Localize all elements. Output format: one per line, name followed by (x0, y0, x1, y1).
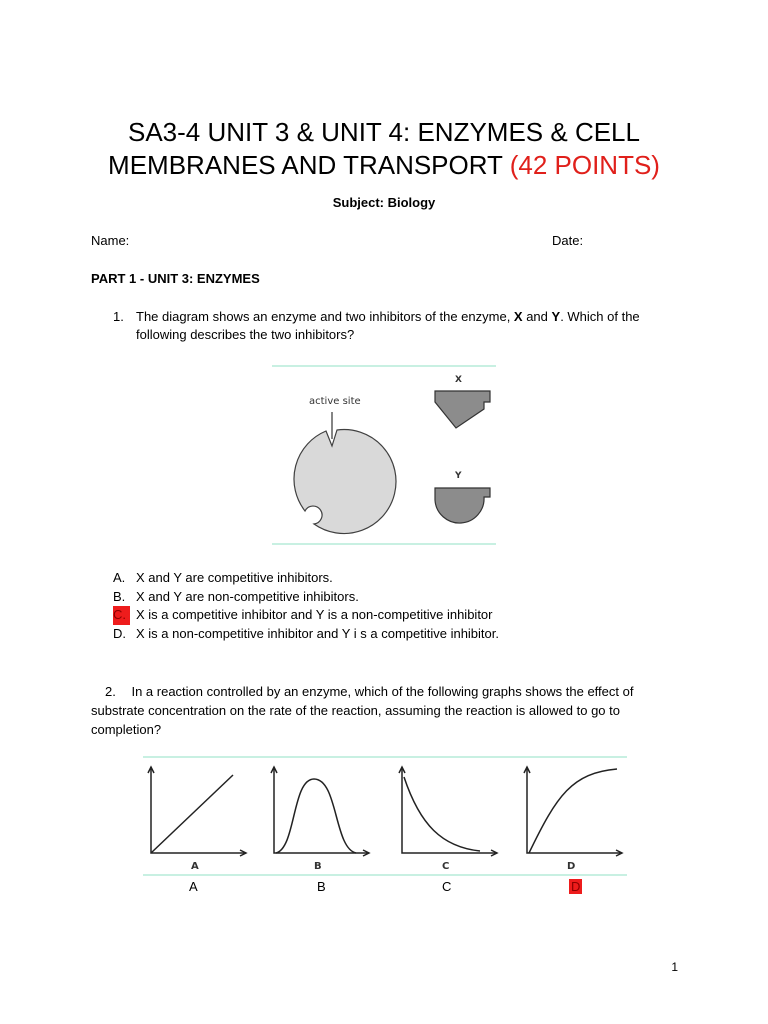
graph-b-curve (276, 779, 356, 853)
active-site-label: active site (309, 396, 361, 407)
graph-b-axes (274, 767, 369, 853)
graph-a-curve (151, 775, 233, 853)
enzyme-inhibitor-diagram (272, 364, 496, 546)
question-1 (113, 308, 688, 344)
inhibitor-x-shape (435, 391, 490, 428)
page-title (60, 116, 708, 182)
option-b-text: X and Y are non-competitive inhibitors. (136, 588, 359, 604)
inhibitor-x-label: X (455, 375, 462, 385)
option-c-letter-highlighted: C. (113, 606, 130, 625)
graph-c-axes (402, 767, 497, 853)
graph-c-letter: C (442, 861, 450, 872)
graph-c-curve (404, 777, 480, 851)
option-d-letter: D. (113, 625, 126, 641)
page-number: 1 (671, 960, 678, 974)
name-label: Name: (91, 233, 130, 248)
rate-graphs (143, 755, 627, 877)
answer-label-c[interactable]: C (442, 879, 452, 894)
inhibitor-y-shape (435, 488, 490, 523)
part1-heading: PART 1 - UNIT 3: ENZYMES (91, 271, 260, 286)
question-1-text: The diagram shows an enzyme and two inhibitors of the enzyme, X and Y. Which of the following describes the two inhibitors? (136, 309, 640, 342)
answer-label-a[interactable]: A (189, 879, 198, 894)
graph-d-letter: D (567, 861, 576, 872)
option-b-letter: B. (113, 588, 126, 604)
option-c-text: X is a competitive inhibitor and Y is a non-competitive inhibitor (136, 607, 493, 622)
question-1-number: 1. (113, 309, 124, 324)
enzyme-shape (294, 430, 396, 534)
option-d-text: X is a non-competitive inhibitor and Y i s a competitive inhibitor. (136, 625, 499, 641)
question-2-number: 2. (105, 684, 116, 699)
title-main: SA3-4 UNIT 3 & UNIT 4: ENZYMES & CELL MEMBRANES AND TRANSPORT (108, 117, 640, 180)
option-a-text: X and Y are competitive inhibitors. (136, 570, 333, 585)
date-label: Date: (552, 233, 584, 248)
graph-b-letter: B (314, 861, 322, 872)
option-a-letter: A. (113, 570, 126, 585)
inhibitor-y-label: Y (455, 471, 462, 481)
title-points: (42 POINTS) (509, 150, 660, 180)
graph-a-letter: A (191, 861, 199, 872)
graph-d-axes (527, 767, 622, 853)
answer-label-d-highlighted[interactable]: D (571, 879, 581, 894)
answer-label-b[interactable]: B (317, 879, 326, 894)
subject-line: Subject: Biology (332, 195, 436, 210)
graph-d-curve (529, 769, 617, 853)
question-2 (91, 682, 681, 739)
question-2-text: In a reaction controlled by an enzyme, which of the following graphs shows the effect of substrate concentration on the rate of the reaction, assuming the reaction is allowed to go to completion? (91, 684, 634, 737)
